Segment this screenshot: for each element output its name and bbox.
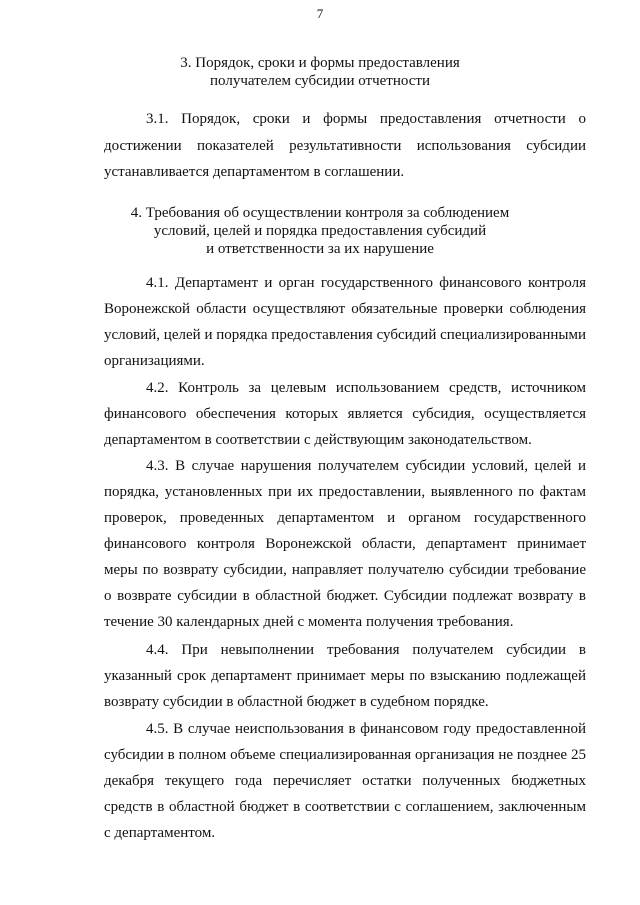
paragraph-4-4: 4.4. При невыполнении требования получателем субсидии в указанный срок департамент принимает меры по взысканию подлежащей возврату субсидии в областной бюджет в судебном порядке. <box>104 642 586 710</box>
section-4-heading <box>0 204 640 258</box>
paragraph-4-2: 4.2. Контроль за целевым использованием средств, источником финансового обеспечения которых является субсидия, осуществляется департаментом в соответствии с действующим законодательством. <box>104 380 586 448</box>
paragraph-3-1: 3.1. Порядок, сроки и формы предоставления отчетности о достижении показателей результативности использования субсидии устанавливается департаментом в соглашении. <box>104 111 586 180</box>
section-4-heading-line: 4. Требования об осуществлении контроля за соблюдением <box>130 205 510 221</box>
section-3-heading <box>0 54 640 90</box>
paragraph-4-1: 4.1. Департамент и орган государственного финансового контроля Воронежской области осуществляют обязательные проверки соблюдения условий, целей и порядка предоставления субсидий специализированными организациями. <box>104 275 586 369</box>
section-3-heading-line: 3. Порядок, сроки и формы предоставления <box>180 55 460 71</box>
section-4-heading-line: и ответственности за их нарушение <box>206 241 434 257</box>
section-4-heading-line: условий, целей и порядка предоставления субсидий <box>153 223 487 239</box>
section-3-heading-line: получателем субсидии отчетности <box>210 73 430 89</box>
paragraph-4-5: 4.5. В случае неиспользования в финансовом году предоставленной субсидии в полном объеме специализированная организация не позднее 25 декабря текущего года перечисляет остатки полученных бюджетных средств в областной бюджет в соответствии с соглашением, заключенным с департаментом. <box>104 721 586 841</box>
page-number: 7 <box>316 6 324 21</box>
paragraph-4-3: 4.3. В случае нарушения получателем субсидии условий, целей и порядка, установленных при их предоставлении, выявленного по фактам проверок, проведенных департаментом и органом государственного финансового контроля Воронежской области, департамент принимает меры по возврату субсидии, направляет получателю субсидии требование о возврате субсидии в областной бюджет. Субсидии подлежат возврату в течение 30 календарных дней с момента получения требования. <box>104 458 586 630</box>
